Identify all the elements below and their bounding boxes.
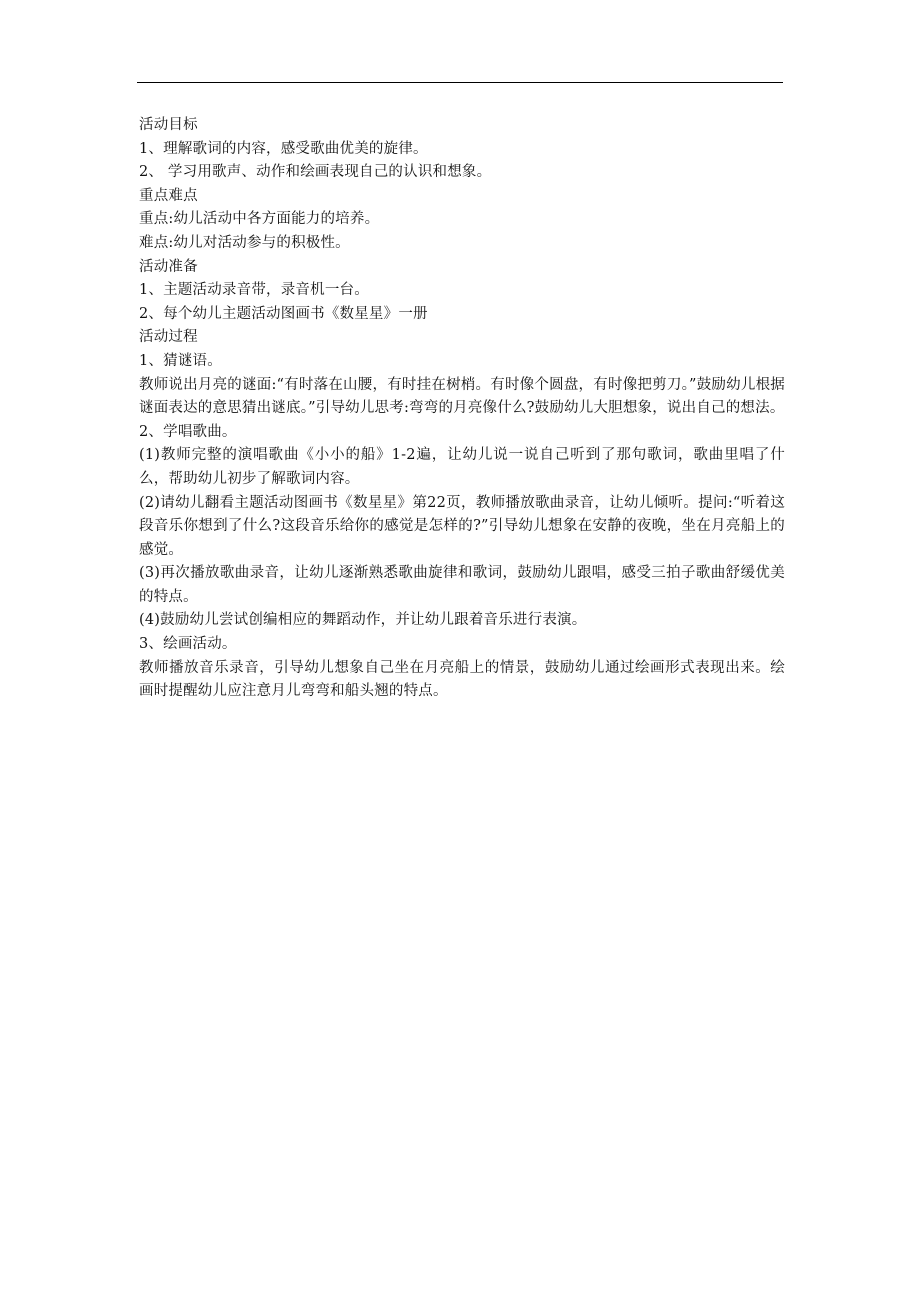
step-3-title: 3、绘画活动。 [139, 636, 237, 653]
goal-heading: 活动目标 [139, 117, 198, 133]
process-heading: 活动过程 [139, 329, 198, 346]
step-2-item-4: (4)鼓励幼儿尝试创编相应的舞蹈动作，并让幼儿跟着音乐进行表演。 [139, 612, 587, 629]
step-2-title: 2、学唱歌曲。 [139, 423, 237, 440]
prep-item-2: 2、每个幼儿主题活动图画书《数星星》一册 [139, 305, 428, 322]
prep-heading: 活动准备 [139, 258, 198, 275]
key-heading: 重点难点 [139, 187, 198, 204]
header-rule [137, 82, 783, 83]
difficult-point: 难点:幼儿对活动参与的积极性。 [139, 234, 350, 251]
prep-item-1: 1、主题活动录音带，录音机一台。 [139, 282, 369, 299]
step-1-text: 教师说出月亮的谜面:“有时落在山腰，有时挂在树梢。有时像个圆盘，有时像把剪刀。”鼓励幼儿根据谜面表达的意思猜出谜底。”引导幼儿思考:弯弯的月亮像什么?鼓励幼儿大胆想象，说出自己的想法。 [139, 376, 785, 417]
document-body [139, 114, 785, 704]
step-1-title: 1、猜谜语。 [139, 352, 222, 369]
step-2-item-1: (1)教师完整的演唱歌曲《小小的船》1-2遍，让幼儿说一说自己听到了那句歌词，歌曲里唱了什么，帮助幼儿初步了解歌词内容。 [139, 447, 785, 487]
goal-item-1: 1、理解歌词的内容，感受歌曲优美的旋律。 [139, 140, 428, 157]
key-point: 重点:幼儿活动中各方面能力的培养。 [139, 211, 380, 228]
step-2-item-2: (2)请幼儿翻看主题活动图画书《数星星》第22页，教师播放歌曲录音，让幼儿倾听。提问:“听着这段音乐你想到了什么?这段音乐给你的感觉是怎样的?”引导幼儿想象在安静的夜晚，坐在月亮船上的感觉。 [139, 494, 785, 558]
step-3-text: 教师播放音乐录音，引导幼儿想象自己坐在月亮船上的情景，鼓励幼儿通过绘画形式表现出来。绘画时提醒幼儿应注意月儿弯弯和船头翘的特点。 [139, 659, 785, 700]
goal-item-2: 2、 学习用歌声、动作和绘画表现自己的认识和想象。 [139, 164, 492, 181]
step-2-item-3: (3)再次播放歌曲录音，让幼儿逐渐熟悉歌曲旋律和歌词，鼓励幼儿跟唱，感受三拍子歌曲舒缓优美的特点。 [139, 565, 785, 605]
